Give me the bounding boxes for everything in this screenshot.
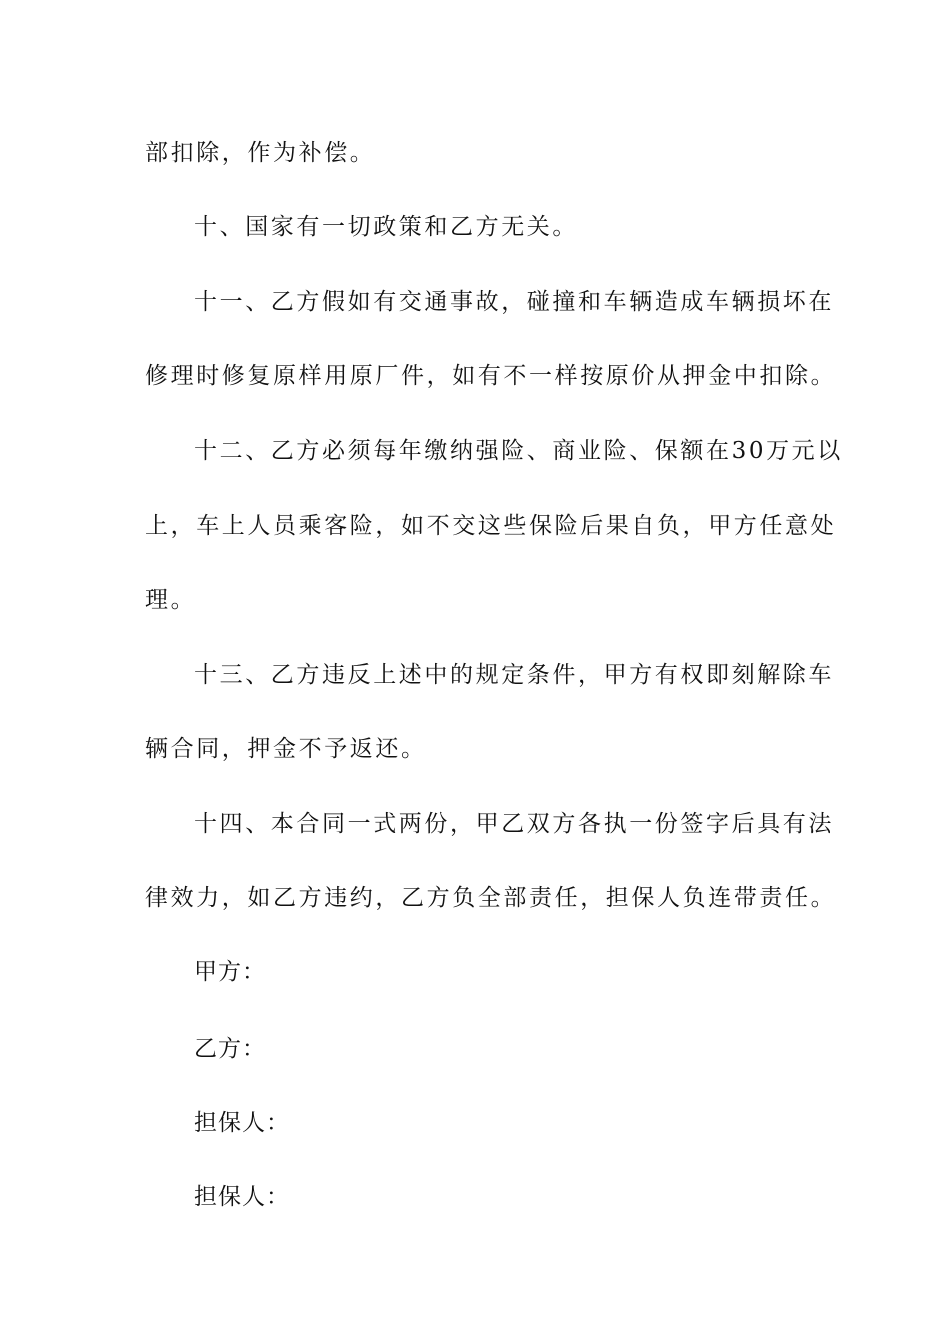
clause-12: 十二、乙方必须每年缴纳强险、商业险、保额在30万元以: [194, 438, 843, 464]
clause-14: 十四、本合同一式两份，甲乙双方各执一份签字后具有法: [194, 811, 834, 837]
clause-10: 十、国家有一切政策和乙方无关。: [194, 214, 578, 240]
clause-13: 十三、乙方违反上述中的规定条件，甲方有权即刻解除车: [194, 662, 834, 688]
clause-12-end: 理。: [145, 587, 197, 613]
party-b-signature-label: 乙方：: [194, 1036, 266, 1062]
guarantor-signature-label-2: 担保人：: [194, 1184, 290, 1210]
paragraph-line: 部扣除，作为补偿。: [145, 140, 376, 166]
party-a-signature-label: 甲方：: [194, 959, 266, 985]
clause-13-continued: 辆合同，押金不予返还。: [145, 736, 427, 762]
clause-11-continued: 修理时修复原样用原厂件，如有不一样按原价从押金中扣除。: [145, 363, 837, 389]
clause-11: 十一、乙方假如有交通事故，碰撞和车辆造成车辆损坏在: [194, 289, 834, 315]
clause-12-continued: 上，车上人员乘客险，如不交这些保险后果自负，甲方任意处: [145, 513, 837, 539]
guarantor-signature-label-1: 担保人：: [194, 1110, 290, 1136]
clause-14-continued: 律效力，如乙方违约，乙方负全部责任，担保人负连带责任。: [145, 885, 837, 911]
